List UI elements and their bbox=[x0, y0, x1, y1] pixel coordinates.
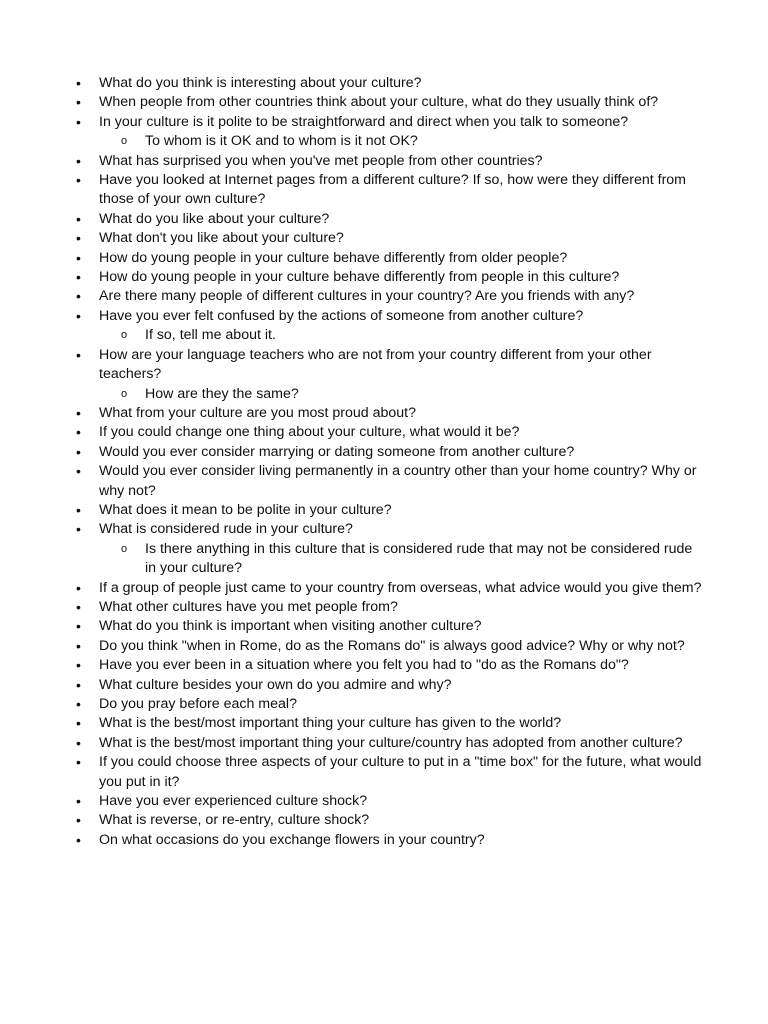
sub-question-item: o Is there anything in this culture that is considered rude that may not be considered rude in your culture? bbox=[0, 540, 768, 579]
question-item: • What is the best/most important thing your culture/country has adopted from another culture? bbox=[0, 734, 768, 753]
question-item: • What other cultures have you met people from? bbox=[0, 598, 768, 617]
question-item: • What do you think is important when visiting another culture? bbox=[0, 617, 768, 636]
document-page bbox=[0, 74, 768, 850]
question-item: • Would you ever consider living permanently in a country other than your home country? Why or why not? bbox=[0, 462, 768, 501]
question-item: • How do young people in your culture behave differently from older people? bbox=[0, 249, 768, 268]
question-item: • If you could change one thing about your culture, what would it be? bbox=[0, 423, 768, 442]
question-item: • Would you ever consider marrying or dating someone from another culture? bbox=[0, 443, 768, 462]
question-item: • How do young people in your culture behave differently from people in this culture? bbox=[0, 268, 768, 287]
question-item: • If you could choose three aspects of your culture to put in a "time box" for the future, what would you put in it? bbox=[0, 753, 768, 792]
question-item: • Have you looked at Internet pages from a different culture? If so, how were they different from those of your own culture? bbox=[0, 171, 768, 210]
question-item: • In your culture is it polite to be straightforward and direct when you talk to someone? bbox=[0, 113, 768, 132]
sub-question-item: o How are they the same? bbox=[0, 385, 768, 404]
question-item: • On what occasions do you exchange flowers in your country? bbox=[0, 831, 768, 850]
question-item: • Do you think "when in Rome, do as the Romans do" is always good advice? Why or why not? bbox=[0, 637, 768, 656]
question-item: • Have you ever experienced culture shock? bbox=[0, 792, 768, 811]
sub-question-item: o To whom is it OK and to whom is it not OK? bbox=[0, 132, 768, 151]
question-item: • What is reverse, or re-entry, culture shock? bbox=[0, 811, 768, 830]
question-list bbox=[0, 74, 768, 850]
question-item: • What don't you like about your culture? bbox=[0, 229, 768, 248]
question-item: • What is considered rude in your culture? bbox=[0, 520, 768, 539]
question-item: • How are your language teachers who are not from your country different from your other teachers? bbox=[0, 346, 768, 385]
question-item: • Are there many people of different cultures in your country? Are you friends with any? bbox=[0, 287, 768, 306]
question-item: • What has surprised you when you've met people from other countries? bbox=[0, 152, 768, 171]
question-item: • What do you like about your culture? bbox=[0, 210, 768, 229]
question-item: • If a group of people just came to your country from overseas, what advice would you give them? bbox=[0, 579, 768, 598]
sub-question-item: o If so, tell me about it. bbox=[0, 326, 768, 345]
question-item: • When people from other countries think about your culture, what do they usually think of? bbox=[0, 93, 768, 112]
question-item: • What does it mean to be polite in your culture? bbox=[0, 501, 768, 520]
question-item: • Have you ever felt confused by the actions of someone from another culture? bbox=[0, 307, 768, 326]
question-item: • What is the best/most important thing your culture has given to the world? bbox=[0, 714, 768, 733]
question-item: • What from your culture are you most proud about? bbox=[0, 404, 768, 423]
question-item: • Do you pray before each meal? bbox=[0, 695, 768, 714]
question-item: • What do you think is interesting about your culture? bbox=[0, 74, 768, 93]
question-item: • Have you ever been in a situation where you felt you had to "do as the Romans do"? bbox=[0, 656, 768, 675]
question-item: • What culture besides your own do you admire and why? bbox=[0, 676, 768, 695]
